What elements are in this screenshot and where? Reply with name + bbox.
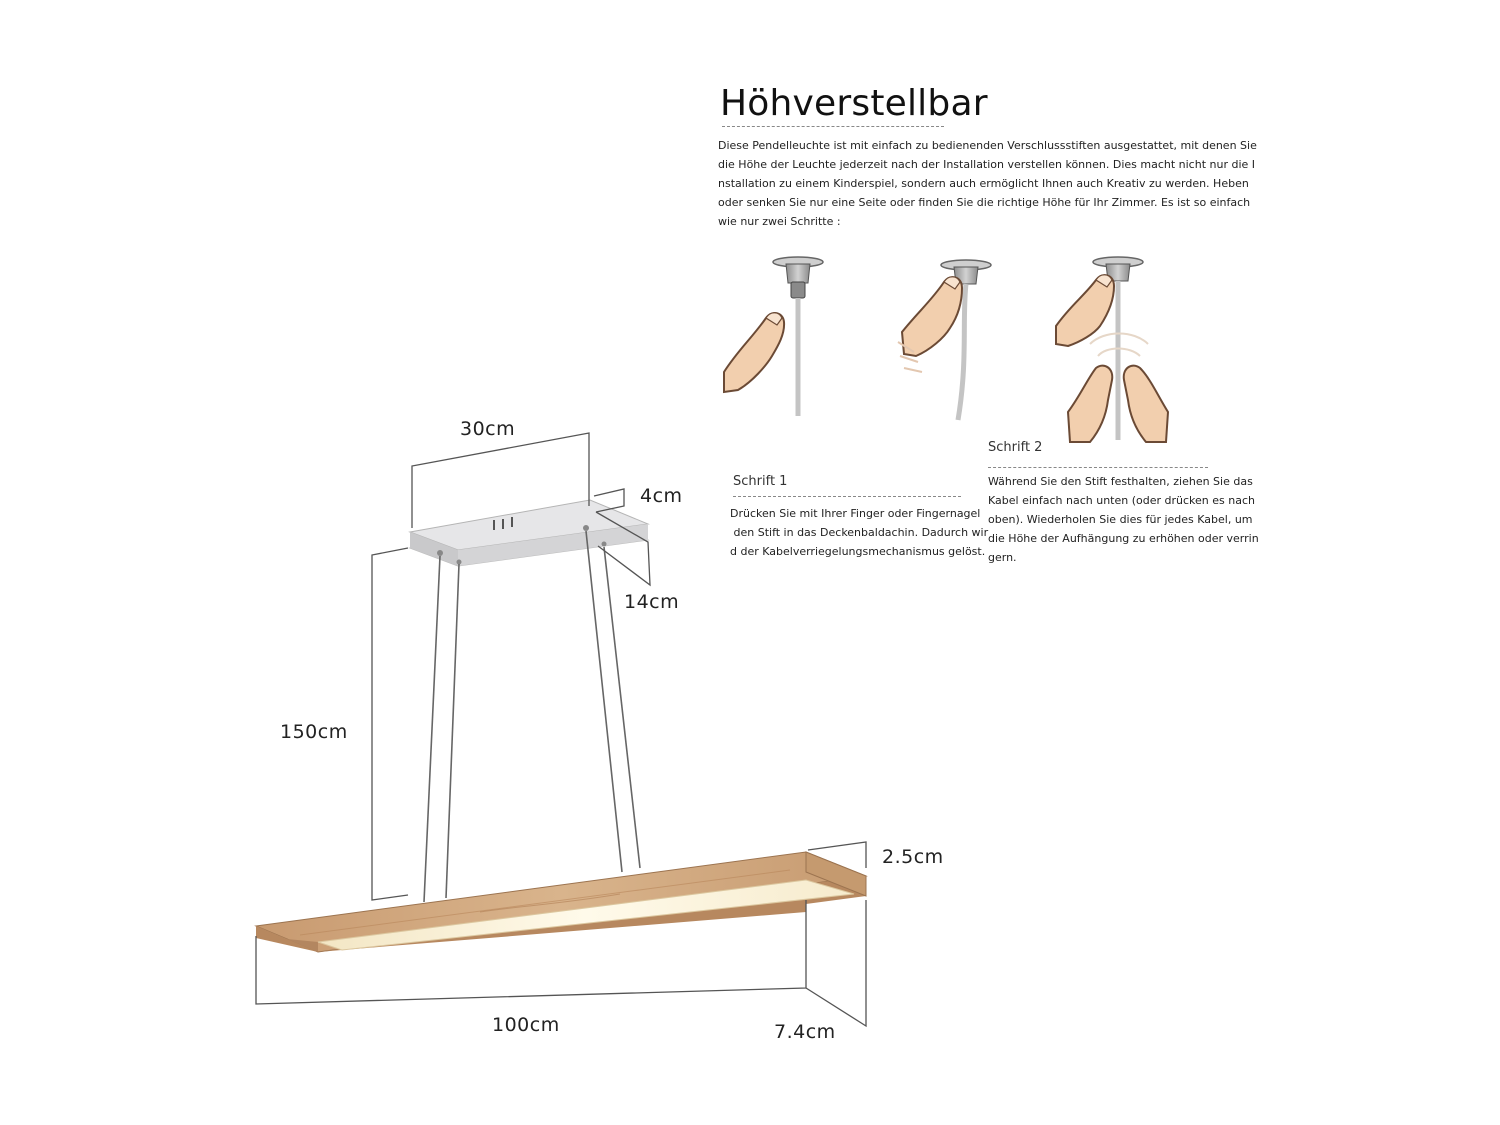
step2-line: Kabel einfach nach unten (oder drücken es nach (988, 494, 1255, 507)
step1-line: den Stift in das Deckenbaldachin. Dadurch wir (730, 526, 989, 539)
finger-press-icon (724, 313, 784, 392)
page-title: Höhverstellbar (720, 83, 988, 124)
dimension-lamp-length: 100cm (492, 1014, 560, 1036)
step1-line: Drücken Sie mit Ihrer Finger oder Fingernagel (730, 507, 981, 520)
step2-label: Schrift 2 (988, 440, 1043, 455)
intro-line: die Höhe der Leuchte jederzeit nach der Installation verstellen können. Dies macht nicht nur die I (718, 158, 1256, 171)
step2-line: oben). Wiederholen Sie dies für jedes Kabel, um (988, 513, 1253, 526)
dimension-cable-length: 150cm (280, 721, 348, 743)
dimension-canopy-width: 30cm (460, 418, 516, 440)
intro-line: Diese Pendelleuchte ist mit einfach zu bedienenden Verschlussstiften ausgestattet, mit denen Sie (718, 139, 1257, 152)
step1-line: d der Kabelverriegelungsmechanismus gelöst. (730, 545, 986, 558)
suspension-cable (424, 556, 440, 902)
dimension-canopy-depth: 14cm (624, 591, 680, 613)
intro-line: wie nur zwei Schritte : (718, 215, 841, 228)
dimension-lamp-height: 2.5cm (882, 846, 944, 868)
ceiling-pin-icon (773, 257, 823, 298)
finger-press-icon (898, 277, 962, 372)
step1-divider (733, 496, 961, 497)
step2-line: die Höhe der Aufhängung zu erhöhen oder verrin (988, 532, 1259, 545)
step2-line: gern. (988, 551, 1017, 564)
intro-line: oder senken Sie nur eine Seite oder finden Sie die richtige Höhe für Ihr Zimmer. Es ist so einfach (718, 196, 1251, 209)
intro-line: nstallation zu einem Kinderspiel, sondern auch ermöglicht Ihnen auch Kreativ zu werden. Heben (718, 177, 1249, 190)
step2-line: Während Sie den Stift festhalten, ziehen Sie das (988, 475, 1253, 488)
suspension-cable (586, 531, 622, 872)
step1-label: Schrift 1 (733, 474, 788, 489)
step2-description (988, 472, 1259, 567)
step2-divider (988, 467, 1208, 468)
dimension-canopy-height: 4cm (640, 485, 683, 507)
suspension-cable (446, 564, 459, 898)
step1-description (730, 504, 988, 561)
dimension-lamp-depth: 7.4cm (774, 1021, 836, 1043)
